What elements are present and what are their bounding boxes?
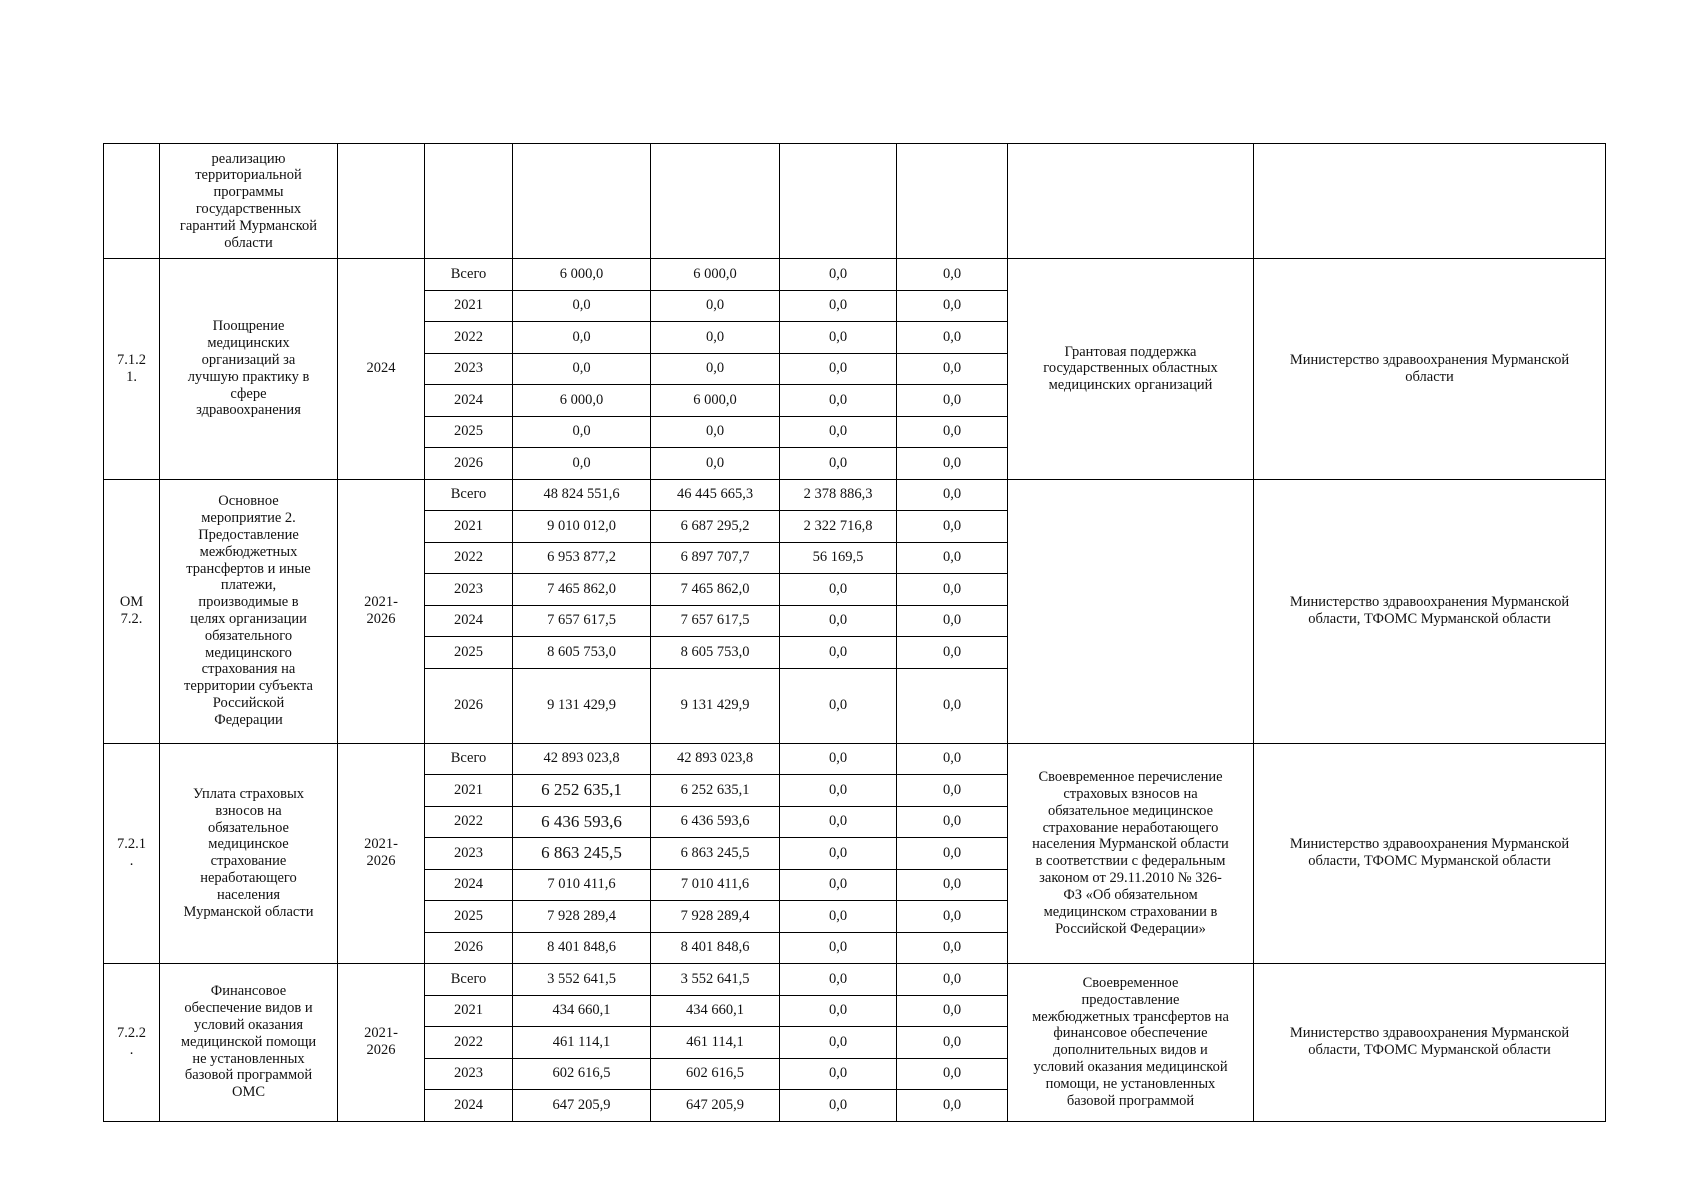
regional-budget-cell: 9 131 429,9 [651,668,780,743]
regional-budget-cell: 6 000,0 [651,259,780,291]
regional-budget-cell: 0,0 [651,290,780,322]
year-cell: Всего [425,259,513,291]
other-sources-cell: 0,0 [897,995,1008,1027]
other-sources-cell: 0,0 [897,869,1008,901]
total-amount-cell: 7 657 617,5 [513,605,651,637]
year-cell: 2026 [425,448,513,480]
federal-budget-cell: 0,0 [780,668,897,743]
empty-cell [897,144,1008,259]
executor-cell: Министерство здравоохранения Мурманской области, ТФОМС Мурманской области [1254,964,1606,1122]
other-sources-cell: 0,0 [897,322,1008,354]
other-sources-cell: 0,0 [897,668,1008,743]
total-amount-cell: 461 114,1 [513,1027,651,1059]
year-cell: 2024 [425,869,513,901]
regional-budget-cell: 6 687 295,2 [651,511,780,543]
regional-budget-cell: 7 657 617,5 [651,605,780,637]
other-sources-cell: 0,0 [897,743,1008,775]
regional-budget-cell: 0,0 [651,322,780,354]
year-cell: 2021 [425,995,513,1027]
total-amount-cell: 6 000,0 [513,385,651,417]
total-amount-cell: 0,0 [513,448,651,480]
other-sources-cell: 0,0 [897,259,1008,291]
other-sources-cell: 0,0 [897,838,1008,870]
year-cell: 2022 [425,806,513,838]
result-cell [1008,144,1254,259]
table-row [104,259,1606,291]
regional-budget-cell: 3 552 641,5 [651,964,780,996]
regional-budget-cell: 7 928 289,4 [651,901,780,933]
federal-budget-cell: 2 378 886,3 [780,479,897,511]
regional-budget-cell: 647 205,9 [651,1090,780,1122]
regional-budget-cell: 46 445 665,3 [651,479,780,511]
other-sources-cell: 0,0 [897,416,1008,448]
other-sources-cell: 0,0 [897,1027,1008,1059]
other-sources-cell: 0,0 [897,290,1008,322]
total-amount-cell: 6 252 635,1 [513,775,651,807]
year-cell: 2025 [425,637,513,669]
year-cell: Всего [425,743,513,775]
expected-result-cell: Грантовая поддержка государственных областных медицинских организаций [1008,259,1254,480]
federal-budget-cell: 0,0 [780,775,897,807]
executor-cell [1254,144,1606,259]
other-sources-cell: 0,0 [897,353,1008,385]
total-amount-cell: 6 953 877,2 [513,542,651,574]
federal-budget-cell: 0,0 [780,964,897,996]
year-cell: Всего [425,964,513,996]
federal-budget-cell: 0,0 [780,385,897,417]
year-cell: 2024 [425,1090,513,1122]
empty-cell [513,144,651,259]
total-amount-cell: 3 552 641,5 [513,964,651,996]
total-amount-cell: 0,0 [513,416,651,448]
federal-budget-cell: 0,0 [780,605,897,637]
total-amount-cell: 48 824 551,6 [513,479,651,511]
other-sources-cell: 0,0 [897,932,1008,964]
other-sources-cell: 0,0 [897,637,1008,669]
year-cell: 2025 [425,901,513,933]
federal-budget-cell: 0,0 [780,1027,897,1059]
year-cell: 2025 [425,416,513,448]
other-sources-cell: 0,0 [897,964,1008,996]
federal-budget-cell: 0,0 [780,838,897,870]
year-cell: 2021 [425,290,513,322]
activity-name-cell: Уплата страховых взносов на обязательное медицинское страхование неработающего населения Мурманской области [160,743,338,964]
total-amount-cell: 7 010 411,6 [513,869,651,901]
other-sources-cell: 0,0 [897,448,1008,480]
expected-result-cell: Своевременное предоставление межбюджетных трансфертов на финансовое обеспечение дополнительных видов и условий оказания медицинской помощи, не установленных базовой программой [1008,964,1254,1122]
code-cell [104,144,160,259]
year-cell: 2026 [425,932,513,964]
empty-cell [651,144,780,259]
period-cell: 2021- 2026 [338,743,425,964]
year-cell: Всего [425,479,513,511]
expected-result-cell: Своевременное перечисление страховых взносов на обязательное медицинское страхование неработающего населения Мурманской области в соответствии с федеральным законом от 29.11.2010 № 326- ФЗ «Об обязательном медицинском страховании в Российской Федерации» [1008,743,1254,964]
empty-cell [338,144,425,259]
period-cell: 2024 [338,259,425,480]
federal-budget-cell: 0,0 [780,637,897,669]
federal-budget-cell: 0,0 [780,1090,897,1122]
regional-budget-cell: 6 436 593,6 [651,806,780,838]
executor-cell: Министерство здравоохранения Мурманской области [1254,259,1606,480]
regional-budget-cell: 602 616,5 [651,1058,780,1090]
regional-budget-cell: 7 465 862,0 [651,574,780,606]
continuation-row [104,144,1606,259]
activity-code-cell: 7.1.2 1. [104,259,160,480]
empty-cell [780,144,897,259]
year-cell: 2022 [425,322,513,354]
year-cell: 2022 [425,1027,513,1059]
federal-budget-cell: 0,0 [780,806,897,838]
activity-name-cell: Финансовое обеспечение видов и условий оказания медицинской помощи не установленных базовой программой ОМС [160,964,338,1122]
executor-cell: Министерство здравоохранения Мурманской области, ТФОМС Мурманской области [1254,743,1606,964]
regional-budget-cell: 8 605 753,0 [651,637,780,669]
federal-budget-cell: 2 322 716,8 [780,511,897,543]
total-amount-cell: 7 465 862,0 [513,574,651,606]
federal-budget-cell: 0,0 [780,353,897,385]
table-row [104,743,1606,775]
regional-budget-cell: 6 252 635,1 [651,775,780,807]
year-cell: 2021 [425,775,513,807]
other-sources-cell: 0,0 [897,1090,1008,1122]
total-amount-cell: 0,0 [513,322,651,354]
regional-budget-cell: 6 897 707,7 [651,542,780,574]
total-amount-cell: 434 660,1 [513,995,651,1027]
year-cell: 2024 [425,605,513,637]
regional-budget-cell: 6 863 245,5 [651,838,780,870]
other-sources-cell: 0,0 [897,806,1008,838]
federal-budget-cell: 0,0 [780,322,897,354]
year-cell: 2022 [425,542,513,574]
expected-result-cell [1008,479,1254,743]
regional-budget-cell: 0,0 [651,416,780,448]
federal-budget-cell: 0,0 [780,448,897,480]
year-cell: 2026 [425,668,513,743]
year-cell: 2023 [425,838,513,870]
executor-cell: Министерство здравоохранения Мурманской области, ТФОМС Мурманской области [1254,479,1606,743]
regional-budget-cell: 6 000,0 [651,385,780,417]
total-amount-cell: 6 863 245,5 [513,838,651,870]
activity-name-cell: Поощрение медицинских организаций за лучшую практику в сфере здравоохранения [160,259,338,480]
year-cell: 2024 [425,385,513,417]
federal-budget-cell: 0,0 [780,574,897,606]
federal-budget-cell: 0,0 [780,1058,897,1090]
other-sources-cell: 0,0 [897,574,1008,606]
federal-budget-cell: 0,0 [780,995,897,1027]
period-cell: 2021- 2026 [338,479,425,743]
regional-budget-cell: 461 114,1 [651,1027,780,1059]
other-sources-cell: 0,0 [897,511,1008,543]
regional-budget-cell: 7 010 411,6 [651,869,780,901]
federal-budget-cell: 0,0 [780,290,897,322]
table-row [104,479,1606,511]
federal-budget-cell: 0,0 [780,743,897,775]
federal-budget-cell: 0,0 [780,869,897,901]
total-amount-cell: 7 928 289,4 [513,901,651,933]
program-table [103,143,1606,1122]
total-amount-cell: 6 436 593,6 [513,806,651,838]
total-amount-cell: 0,0 [513,353,651,385]
year-cell: 2023 [425,1058,513,1090]
year-cell: 2023 [425,353,513,385]
total-amount-cell: 42 893 023,8 [513,743,651,775]
other-sources-cell: 0,0 [897,775,1008,807]
activity-code-cell: 7.2.2 . [104,964,160,1122]
federal-budget-cell: 0,0 [780,416,897,448]
total-amount-cell: 9 131 429,9 [513,668,651,743]
other-sources-cell: 0,0 [897,901,1008,933]
federal-budget-cell: 56 169,5 [780,542,897,574]
regional-budget-cell: 42 893 023,8 [651,743,780,775]
other-sources-cell: 0,0 [897,605,1008,637]
total-amount-cell: 6 000,0 [513,259,651,291]
total-amount-cell: 647 205,9 [513,1090,651,1122]
total-amount-cell: 9 010 012,0 [513,511,651,543]
regional-budget-cell: 0,0 [651,353,780,385]
activity-code-cell: 7.2.1 . [104,743,160,964]
table-row [104,964,1606,996]
regional-budget-cell: 0,0 [651,448,780,480]
total-amount-cell: 0,0 [513,290,651,322]
total-amount-cell: 8 605 753,0 [513,637,651,669]
other-sources-cell: 0,0 [897,542,1008,574]
period-cell: 2021- 2026 [338,964,425,1122]
other-sources-cell: 0,0 [897,1058,1008,1090]
other-sources-cell: 0,0 [897,479,1008,511]
regional-budget-cell: 434 660,1 [651,995,780,1027]
activity-name-cell: реализацию территориальной программы государственных гарантий Мурманской области [160,144,338,259]
regional-budget-cell: 8 401 848,6 [651,932,780,964]
year-cell: 2021 [425,511,513,543]
total-amount-cell: 8 401 848,6 [513,932,651,964]
federal-budget-cell: 0,0 [780,901,897,933]
total-amount-cell: 602 616,5 [513,1058,651,1090]
empty-cell [425,144,513,259]
federal-budget-cell: 0,0 [780,932,897,964]
activity-code-cell: ОМ 7.2. [104,479,160,743]
other-sources-cell: 0,0 [897,385,1008,417]
year-cell: 2023 [425,574,513,606]
federal-budget-cell: 0,0 [780,259,897,291]
activity-name-cell: Основное мероприятие 2. Предоставление межбюджетных трансфертов и иные платежи, производимые в целях организации обязательного медицинского страхования на территории субъекта Российской Федерации [160,479,338,743]
